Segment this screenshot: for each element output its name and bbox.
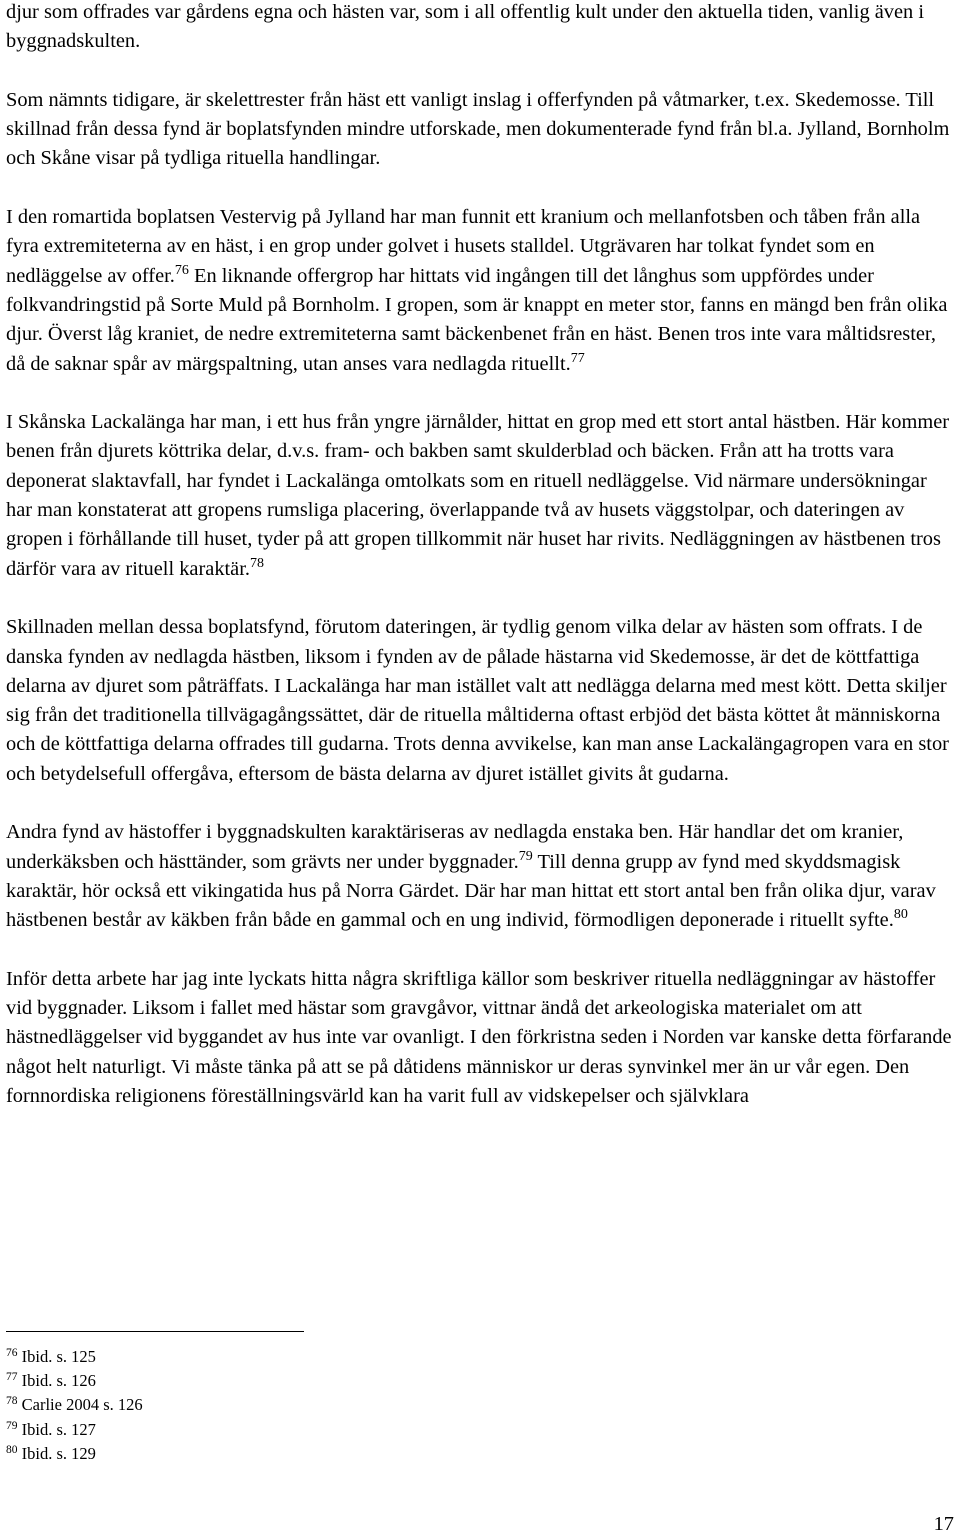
footnote-reference: 79 [518, 848, 533, 864]
paragraph-text: En liknande offergrop har hittats vid ingången till det långhus som uppfördes under folkvandringstid på Sorte Muld på Bornholm. I gropen, som är knappt en meter stor, fanns en mängd ben från olika djur. Överst låg kraniet, de nedre extremiteterna samt bäckenbenet från en häst. Benen tros inte vara måltidsrester, då de saknar spår av märgspaltning, utan anses vara nedlagda rituellt. [6, 264, 948, 375]
footnote-reference: 76 [174, 262, 189, 278]
paragraph [6, 86, 956, 174]
footnote-number: 77 [6, 1371, 18, 1384]
footnote-reference: 77 [570, 350, 585, 366]
footnote-text: Ibid. s. 126 [21, 1371, 96, 1391]
page-number: 17 [933, 1513, 954, 1535]
footnote-number: 76 [6, 1347, 18, 1359]
footnote [6, 1393, 143, 1417]
paragraph-text: djur som offrades var gårdens egna och hästen var, som i all offentlig kult under den aktuella tiden, vanlig även i byggnadskulten. [6, 1, 925, 53]
footnote [6, 1345, 143, 1369]
paragraph-text: I Skånska Lackalänga har man, i ett hus från yngre järnålder, hittat en grop med ett stort antal hästben. Här kommer benen från djurets köttrika delar, d.v.s. fram- och bakben samt skulderblad och bäcken. Från att ha trotts vara deponerat slaktavfall, har fyndet i Lackalänga omtolkats som en rituell nedläggelse. Vid närmare undersökningar har man konstaterat att gropens rumsliga placering, överlappande två av husets väggstolpar, och dateringen av gropen i förhållande till huset, tyder på att gropen tillkommit när huset har rivits. Nedläggningen av hästbenen tros därför vara av rituell karaktär. [6, 411, 950, 580]
paragraph-text: Inför detta arbete har jag inte lyckats hitta några skriftliga källor som beskriver rituella nedläggningar av hästoffer vid byggnader. Liksom i fallet med hästar som gravgåvor, vittnar ändå det arkeologiska materialet om att hästnedläggelser vid byggandet av hus inte var ovanligt. I den förkristna seden i Norden var kanske detta förfarande något helt naturligt. Vi måste tänka på att se på dåtidens människor ur deras synvinkel mer än ur vår egen. Den fornnordiska religionens föreställningsvärld kan ha varit full av vidskepelser och självklara [6, 967, 952, 1107]
footnote [6, 1442, 143, 1466]
paragraph [6, 613, 956, 789]
footnote-number: 79 [6, 1419, 18, 1432]
paragraph-text: I den romartida boplatsen Vestervig på Jylland har man funnit ett kranium och mellanfotsben och tåben från alla fyra extremiteterna av en häst, i en grop under golvet i husets stalldel. Utgrävaren har tolkat fyndet som en nedläggelse av offer. [6, 206, 921, 287]
paragraph [6, 965, 956, 1111]
footnote [6, 1418, 143, 1442]
paragraph [6, 203, 956, 379]
body-text [6, 0, 956, 1141]
footnote [6, 1369, 143, 1393]
footnote-text: Ibid. s. 125 [21, 1347, 96, 1366]
paragraph-text: Till denna grupp av fynd med skyddsmagisk karaktär, hör också ett vikingatida hus på Norra Gärdet. Där har man hittat ett stort antal ben från olika djur, varav hästbenen består av käkben från både en gammal och en ung individ, förmodligen deponerade i rituellt syfte. [6, 850, 936, 932]
footnote-separator [6, 1331, 304, 1332]
footnote-number: 78 [6, 1395, 18, 1408]
footnote-reference: 80 [893, 907, 908, 923]
footnote-text: Ibid. s. 127 [21, 1419, 96, 1439]
paragraph [6, 0, 956, 57]
paragraph [6, 818, 956, 935]
paragraph-text: Andra fynd av hästoffer i byggnadskulten karaktäriseras av nedlagda enstaka ben. Här handlar det om kranier, underkäksben och hästtänder, som grävts ner under byggnader. [6, 821, 904, 873]
footnote-reference: 78 [250, 555, 264, 571]
footnote-text: Carlie 2004 s. 126 [21, 1395, 143, 1415]
paragraph [6, 408, 956, 584]
footnotes [6, 1345, 143, 1466]
paragraph-text: Som nämnts tidigare, är skelettrester från häst ett vanligt inslag i offerfynden på våtmarker, t.ex. Skedemosse. Till skillnad från dessa fynd är boplatsfynden mindre utforskade, men dokumenterade fynd från bl.a. Jylland, Bornholm och Skåne visar på tydliga rituella handlingar. [6, 88, 950, 170]
paragraph-text: Skillnaden mellan dessa boplatsfynd, förutom dateringen, är tydlig genom vilka delar av hästen som offrats. I de danska fynden av nedlagda hästben, liksom i fynden av de pålade hästarna vid Skedemosse, är det de köttfattiga delarna av djuret som påträffats. I Lackalänga har man istället valt att nedlägga delarna med mest kött. Detta skiljer sig från det traditionella tillvägagångssättet, där de rituella måltiderna oftast erbjöd det bästa köttet åt människorna och de köttfattiga delarna offrades till gudarna. Trots denna avvikelse, kan man anse Lackalängagropen vara en stor och betydelsefull offergåva, eftersom de bästa delarna av djuret istället givits åt gudarna. [6, 616, 949, 785]
footnote-number: 80 [6, 1443, 18, 1456]
footnote-text: Ibid. s. 129 [21, 1443, 96, 1463]
